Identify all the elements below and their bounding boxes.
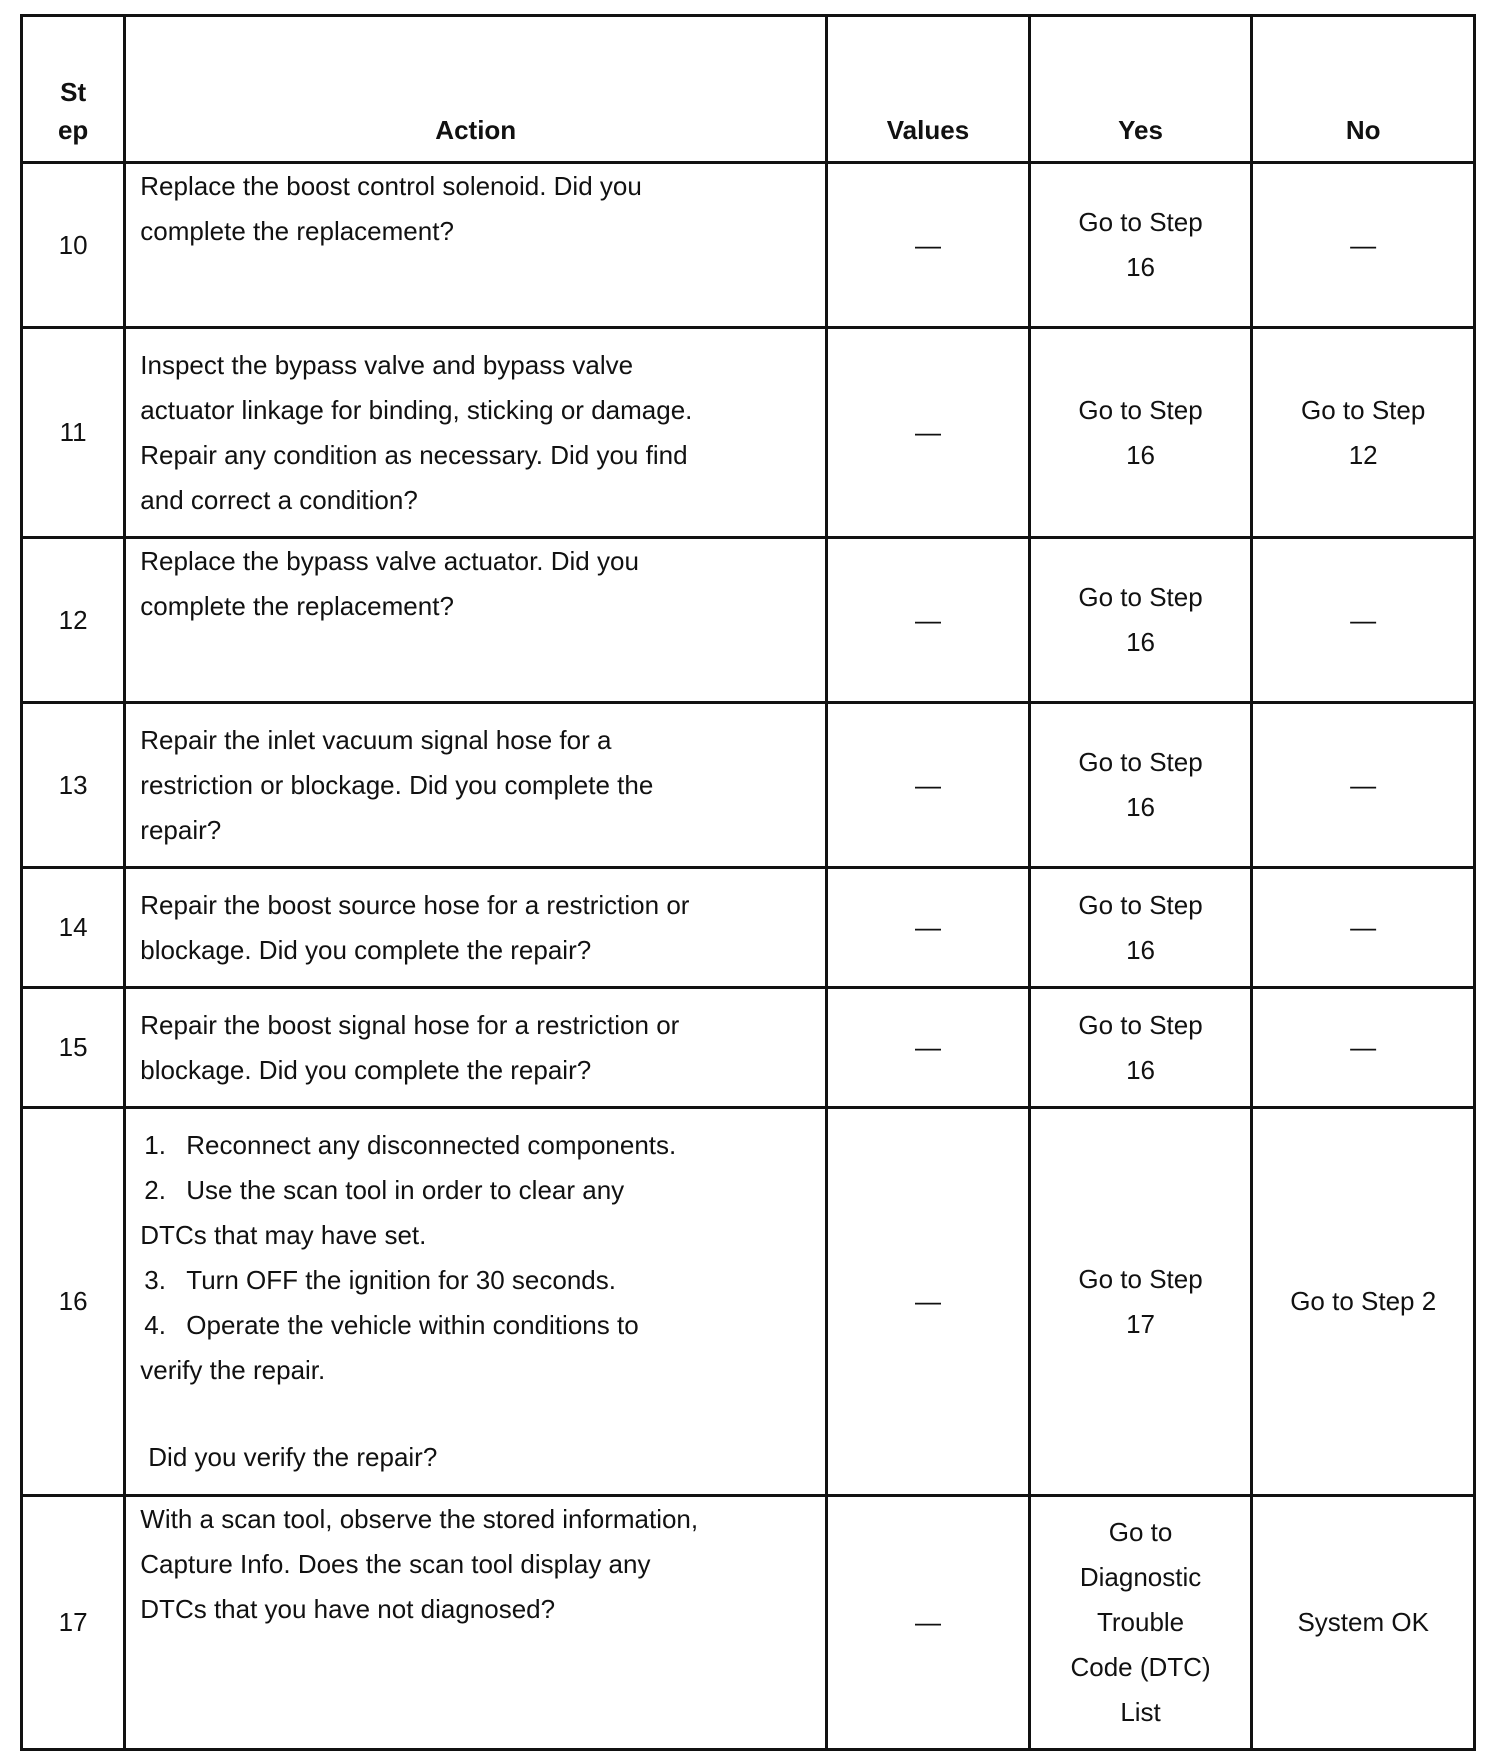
- step-number: 14: [22, 868, 125, 988]
- yes-cell: Go to Step 16: [1029, 163, 1252, 328]
- yes-cell: Go to Step 16: [1029, 868, 1252, 988]
- yes-cell: Go to Step 17: [1029, 1108, 1252, 1496]
- table-row: [22, 703, 1475, 868]
- no-cell: System OK: [1252, 1496, 1475, 1750]
- table-row: [22, 868, 1475, 988]
- list-item: 4. Operate the vehicle within conditions to: [144, 1310, 639, 1340]
- yes-cell: Go to Step 16: [1029, 538, 1252, 703]
- yes-cell: Go to Step 16: [1029, 703, 1252, 868]
- list-item: 2. Use the scan tool in order to clear any: [144, 1175, 625, 1205]
- header-step: St ep: [22, 16, 125, 163]
- step-number: 12: [22, 538, 125, 703]
- values-cell: —: [827, 1496, 1030, 1750]
- header-action: Action: [125, 16, 827, 163]
- action-text: With a scan tool, observe the stored information, Capture Info. Does the scan tool display any DTCs that you have not diagnosed?: [125, 1496, 827, 1750]
- table-row: [22, 328, 1475, 538]
- values-cell: —: [827, 868, 1030, 988]
- action-text: Replace the boost control solenoid. Did you complete the replacement?: [125, 163, 827, 328]
- yes-cell: Go to Step 16: [1029, 988, 1252, 1108]
- values-cell: —: [827, 538, 1030, 703]
- no-cell: Go to Step 2: [1252, 1108, 1475, 1496]
- list-item: 3. Turn OFF the ignition for 30 seconds.: [144, 1265, 616, 1295]
- no-cell: Go to Step 12: [1252, 328, 1475, 538]
- step-number: 16: [22, 1108, 125, 1496]
- action-text: Replace the bypass valve actuator. Did you complete the replacement?: [125, 538, 827, 703]
- values-cell: —: [827, 1108, 1030, 1496]
- values-cell: —: [827, 163, 1030, 328]
- yes-cell: Go to Diagnostic Trouble Code (DTC) List: [1029, 1496, 1252, 1750]
- header-no: No: [1252, 16, 1475, 163]
- no-cell: —: [1252, 163, 1475, 328]
- diagnostic-table: [20, 14, 1476, 1751]
- header-row: [22, 16, 1475, 163]
- step-number: 17: [22, 1496, 125, 1750]
- values-cell: —: [827, 703, 1030, 868]
- action-text: 1. Reconnect any disconnected components. 2. Use the scan tool in order to clear any DTCs that may have set. 3. Turn OFF the ignition for 30 seconds. 4. Operate the vehicle within conditions to verify the repair. Did you verify the repair?: [125, 1108, 827, 1496]
- no-cell: —: [1252, 988, 1475, 1108]
- table-row: [22, 1108, 1475, 1496]
- header-yes: Yes: [1029, 16, 1252, 163]
- table-row: [22, 538, 1475, 703]
- action-text: Repair the inlet vacuum signal hose for a restriction or blockage. Did you complete the repair?: [125, 703, 827, 868]
- values-cell: —: [827, 988, 1030, 1108]
- step-number: 13: [22, 703, 125, 868]
- header-values: Values: [827, 16, 1030, 163]
- table-row: [22, 1496, 1475, 1750]
- step-number: 11: [22, 328, 125, 538]
- no-cell: —: [1252, 538, 1475, 703]
- step-number: 10: [22, 163, 125, 328]
- no-cell: —: [1252, 703, 1475, 868]
- table-row: [22, 988, 1475, 1108]
- action-text: Repair the boost source hose for a restriction or blockage. Did you complete the repair?: [125, 868, 827, 988]
- action-text: Repair the boost signal hose for a restriction or blockage. Did you complete the repair?: [125, 988, 827, 1108]
- yes-cell: Go to Step 16: [1029, 328, 1252, 538]
- no-cell: —: [1252, 868, 1475, 988]
- step-number: 15: [22, 988, 125, 1108]
- table-row: [22, 163, 1475, 328]
- values-cell: —: [827, 328, 1030, 538]
- list-item: 1. Reconnect any disconnected components.: [144, 1130, 677, 1160]
- action-text: Inspect the bypass valve and bypass valve actuator linkage for binding, sticking or damage. Repair any condition as necessary. Did you find and correct a condition?: [125, 328, 827, 538]
- question-text: Did you verify the repair?: [148, 1442, 438, 1472]
